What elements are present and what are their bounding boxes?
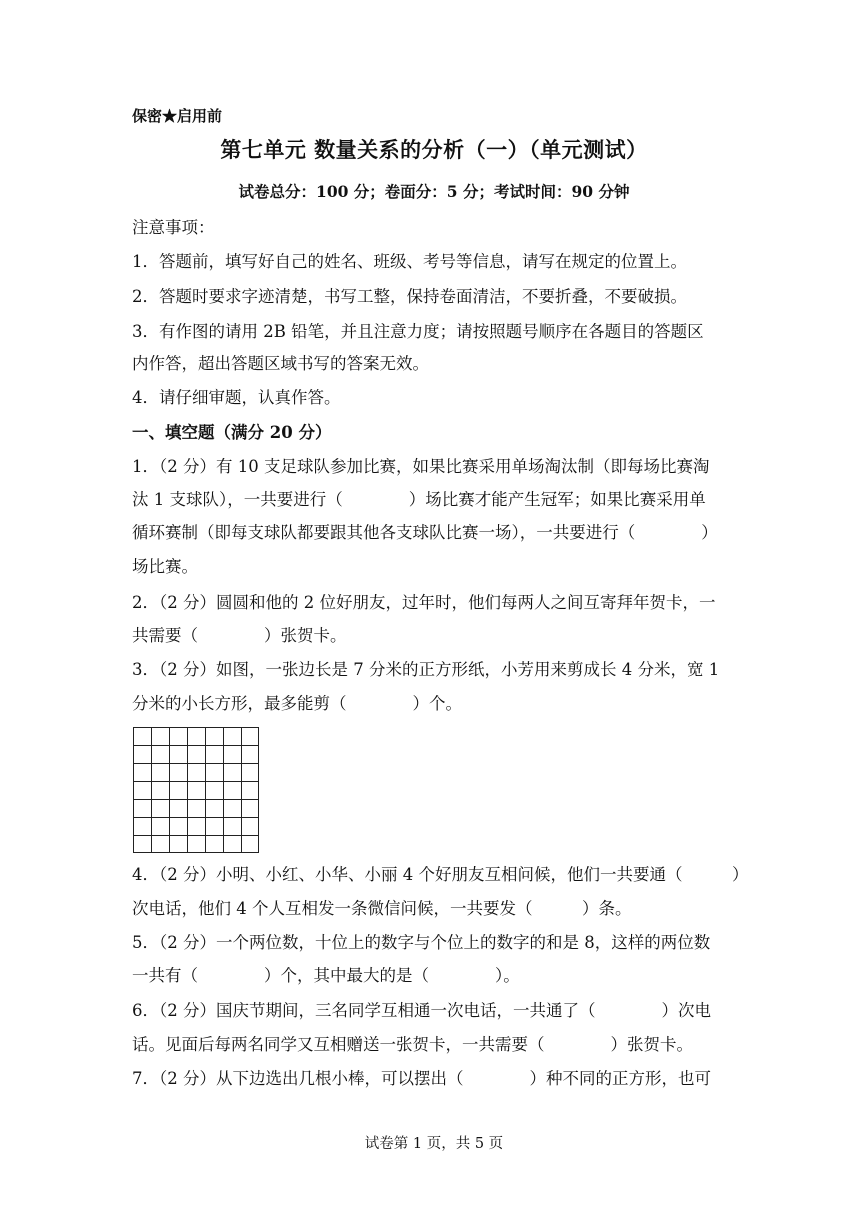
- exam-info: 试卷总分：100 分；卷面分：5 分；考试时间：90 分钟: [238, 182, 630, 201]
- notice-item: 2．答题时要求字迹清楚，书写工整，保持卷面清洁，不要折叠，不要破损。: [132, 287, 687, 306]
- question-line: 3．（2 分）如图，一张边长是 7 分米的正方形纸，小芳用来剪成长 4 分米，宽 1: [132, 660, 720, 679]
- confidential-label: 保密★启用前: [132, 107, 223, 125]
- section-heading: 一、填空题（满分 20 分）: [132, 423, 332, 442]
- question-line: 5．（2 分）一个两位数，十位上的数字与个位上的数字的和是 8，这样的两位数: [132, 933, 711, 952]
- notice-item: 内作答，超出答题区域书写的答案无效。: [132, 354, 429, 373]
- question-line: 2．（2 分）圆圆和他的 2 位好朋友，过年时，他们每两人之间互寄拜年贺卡，一: [132, 593, 716, 612]
- square-grid-figure: [133, 727, 259, 853]
- notice-item: 3．有作图的请用 2B 铅笔，并且注意力度；请按照题号顺序在各题目的答题区: [132, 322, 704, 341]
- page-title: 第七单元 数量关系的分析（一）（单元测试）: [220, 137, 648, 162]
- question-line: 汰 1 支球队），一共要进行（ ）场比赛才能产生冠军；如果比赛采用单: [132, 490, 706, 509]
- question-line: 7．（2 分）从下边选出几根小棒，可以摆出（ ）种不同的正方形，也可: [132, 1069, 711, 1088]
- notice-heading: 注意事项：: [132, 218, 215, 237]
- question-line: 分米的小长方形，最多能剪（ ）个。: [132, 694, 462, 713]
- page-footer: 试卷第 1 页，共 5 页: [364, 1136, 504, 1152]
- question-line: 1．（2 分）有 10 支足球队参加比赛，如果比赛采用单场淘汰制（即每场比赛淘: [132, 457, 710, 476]
- notice-item: 4．请仔细审题，认真作答。: [132, 388, 341, 407]
- question-line: 次电话，他们 4 个人互相发一条微信问候，一共要发（ ）条。: [132, 899, 632, 918]
- question-line: 4．（2 分）小明、小红、小华、小丽 4 个好朋友互相问候，他们一共要通（ ）: [132, 865, 749, 884]
- question-line: 循环赛制（即每支球队都要跟其他各支球队比赛一场），一共要进行（ ）: [132, 523, 718, 542]
- question-line: 场比赛。: [132, 557, 198, 576]
- question-line: 6．（2 分）国庆节期间，三名同学互相通一次电话，一共通了（ ）次电: [132, 1001, 711, 1020]
- notice-item: 1．答题前，填写好自己的姓名、班级、考号等信息，请写在规定的位置上。: [132, 252, 687, 271]
- question-line: 话。见面后每两名同学又互相赠送一张贺卡，一共需要（ ）张贺卡。: [132, 1035, 693, 1054]
- question-line: 一共有（ ）个，其中最大的是（ ）。: [132, 966, 520, 985]
- question-line: 共需要（ ）张贺卡。: [132, 626, 347, 645]
